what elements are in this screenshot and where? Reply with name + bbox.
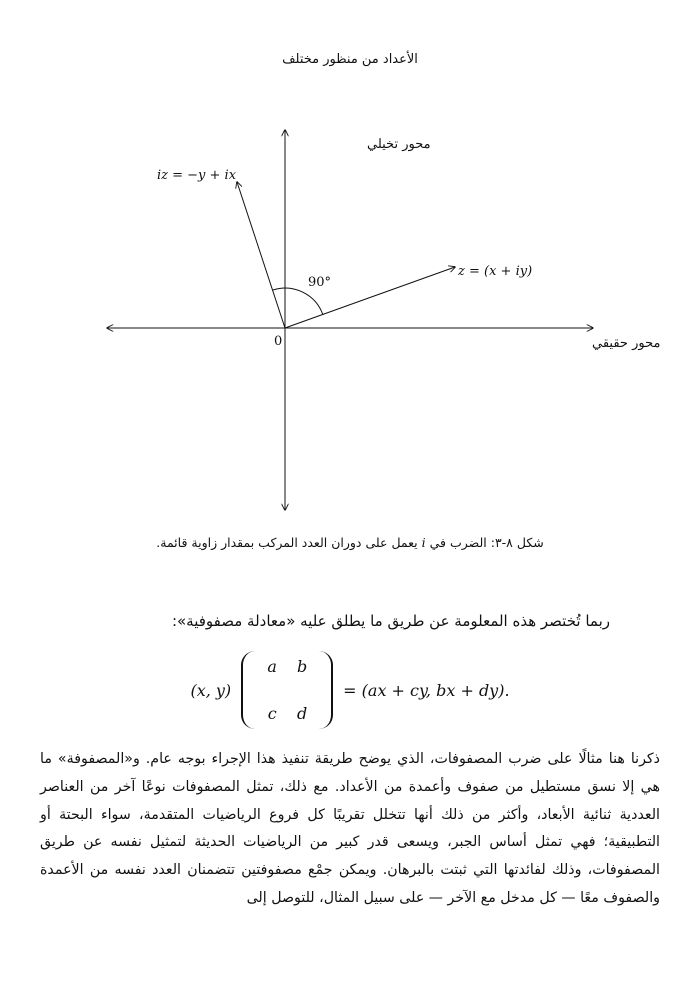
matrix-entry: a — [267, 657, 277, 676]
figure-caption — [40, 535, 660, 550]
page-header: الأعداد من منظور مختلف — [282, 52, 418, 67]
equation-lhs: (x, y) — [190, 680, 232, 700]
caption-suffix: يعمل على دوران العدد المركب بمقدار زاوية قائمة. — [156, 535, 422, 550]
origin-label: 0 — [274, 334, 283, 349]
imaginary-axis-label: محور تخيلي — [367, 137, 431, 152]
matrix-entry: c — [267, 704, 277, 723]
vector-iz-label: iz = −y + ix — [157, 168, 237, 183]
equation-rhs: = (ax + cy, bx + dy). — [343, 680, 510, 700]
vector-iz — [237, 182, 285, 328]
matrix — [241, 651, 333, 729]
body-paragraph: ذكرنا هنا مثالًا على ضرب المصفوفات، الذي يوضح طريقة تنفيذ هذا الإجراء بوجه عام. و«المصفوفة» ما هي إلا نسق مستطيل من صفوف وأعمدة من الأعداد. مع ذلك، تمثل المصفوفات نوعًا آخر من العناصر العددية ثنائية الأبعاد، وأكثر من ذلك أنها تتخلل تقريبًا كل فروع الرياضيات المتقدمة، سواء البحتة أو التطبيقية؛ فهي تمثل أساس الجبر، ويسعى قدر كبير من الرياضيات الحديثة لتمثيل نفسه عن طريق المصفوفات، وذلك لفائدتها التي ثبتت بالبرهان. ويمكن جمْع مصفوفتين تتضمنان العدد نفسه من الأعمدة والصفوف معًا — كل مدخل مع الآخر — على سبيل المثال، للتوصل إلى — [40, 751, 660, 906]
vector-z-label: z = (x + iy) — [458, 264, 533, 279]
caption-variable: i — [421, 535, 426, 550]
matrix-equation — [0, 650, 700, 730]
matrix-entry: d — [297, 704, 308, 723]
complex-plane-figure — [95, 120, 661, 520]
real-axis-label: محور حقيقي — [592, 336, 661, 351]
caption-prefix: شكل ٨-٣: الضرب في — [425, 535, 544, 550]
intro-text: ربما تُختصر هذه المعلومة عن طريق ما يطلق عليه «معادلة مصفوفية»: — [171, 612, 610, 630]
matrix-entry: b — [297, 657, 308, 676]
angle-label: 90° — [308, 275, 332, 290]
angle-arc — [273, 288, 323, 315]
